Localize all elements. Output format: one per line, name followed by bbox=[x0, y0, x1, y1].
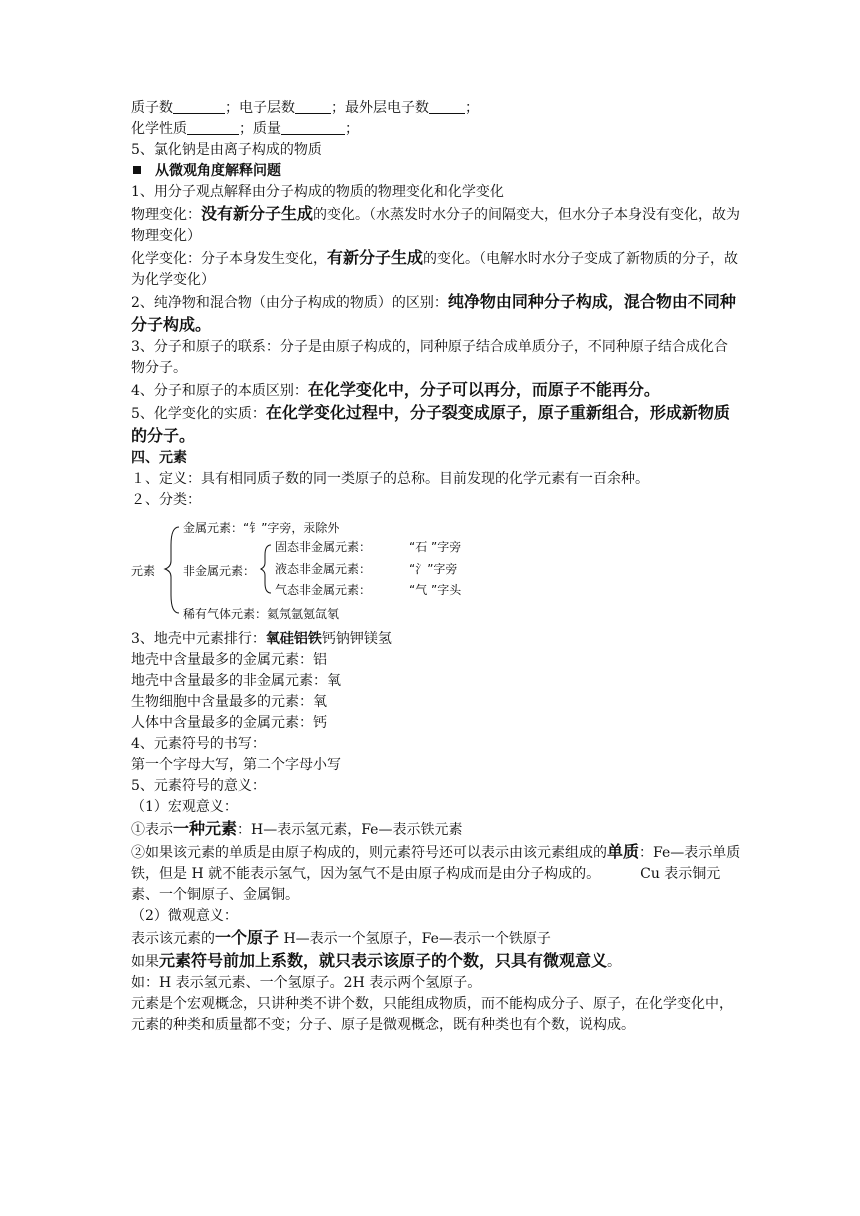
diagram-liquid: 液态非金属元素： bbox=[275, 562, 372, 576]
blank-field bbox=[281, 120, 345, 135]
text-line: １、定义：具有相同质子数的同一类原子的总称。目前发现的化学元素有一百余种。 bbox=[131, 471, 649, 487]
fact-line: 人体中含量最多的金属元素：钙 bbox=[131, 715, 327, 731]
paragraph: 元素是个宏观概念，只讲种类不讲个数，只能组成物质，而不能构成分子、原子，在化学变化中，元素的种类和质量都不变；分子、原子是微观概念，既有种类也有个数，说构成。 bbox=[131, 996, 733, 1033]
diagram-metal: 金属元素：“钅”字旁，汞除外 bbox=[183, 521, 340, 535]
text-line: ２、分类： bbox=[131, 492, 201, 508]
square-bullet-icon bbox=[133, 166, 141, 174]
text-line: 4、元素符号的书写： bbox=[131, 736, 266, 752]
text-line: 如：H 表示氢元素、一个氢原子。2H 表示两个氢原子。 bbox=[131, 975, 482, 991]
text-line: 第一个字母大写，第二个字母小写 bbox=[131, 757, 341, 773]
text-line: ①表示一种元素：H—表示氢元素，Fe—表示铁元素 bbox=[131, 819, 463, 838]
section-heading: 四、元素 bbox=[131, 450, 187, 466]
text-line: （2）微观意义： bbox=[131, 908, 238, 924]
diagram-gas-radical: “气 ”字头 bbox=[409, 583, 462, 597]
paragraph: 5、化学变化的实质：在化学变化过程中，分子裂变成原子，原子重新组合，形成新物质的分子。 bbox=[131, 403, 730, 445]
paragraph: ②如果该元素的单质是由原子构成的，则元素符号还可以表示由该元素组成的单质：Fe—表示单质铁，但是 H 就不能表示氢气，因为氢气不是由原子构成而是由分子构成的。 Cu 表示铜元素、一个铜原子、金属铜。 bbox=[131, 842, 741, 903]
diagram-noble: 稀有气体元素：氦氖氩氪氙氡 bbox=[183, 607, 340, 621]
blank-field bbox=[429, 99, 465, 114]
properties-line-2: 化学性质 ；质量 ； bbox=[131, 121, 359, 137]
fact-line: 生物细胞中含量最多的元素：氧 bbox=[131, 694, 327, 710]
paragraph: 3、分子和原子的联系：分子是由原子构成的，同种原子结合成单质分子，不同种原子结合成化合物分子。 bbox=[131, 339, 728, 376]
section-heading: 从微观角度解释问题 bbox=[131, 161, 741, 182]
text-line: （1）宏观意义： bbox=[131, 799, 238, 815]
fact-line: 地壳中含量最多的非金属元素：氧 bbox=[131, 673, 341, 689]
blank-field bbox=[295, 99, 331, 114]
element-classification-diagram bbox=[131, 515, 741, 627]
paragraph: 化学变化：分子本身发生变化，有新分子生成的变化。（电解水时水分子变成了新物质的分子，故为化学变化） bbox=[131, 248, 739, 288]
diagram-root: 元素 bbox=[131, 564, 156, 578]
blank-field bbox=[173, 99, 225, 114]
diagram-liquid-radical: “氵”字旁 bbox=[409, 562, 458, 576]
paragraph: 物理变化：没有新分子生成的变化。（水蒸发时水分子的间隔变大，但水分子本身没有变化，故为物理变化） bbox=[131, 204, 741, 244]
text-line: 1、用分子观点解释由分子构成的物质的物理变化和化学变化 bbox=[131, 184, 504, 200]
paragraph: 4、分子和原子的本质区别：在化学变化中，分子可以再分，而原子不能再分。 bbox=[131, 380, 660, 399]
fact-line: 地壳中含量最多的金属元素：铝 bbox=[131, 652, 327, 668]
paragraph: 2、纯净物和混合物（由分子构成的物质）的区别：纯净物由同种分子构成，混合物由不同种分子构成。 bbox=[131, 292, 736, 334]
text-line: 5、氯化钠是由离子构成的物质 bbox=[131, 142, 322, 158]
diagram-nonmetal: 非金属元素： bbox=[183, 564, 256, 578]
text-line: 如果元素符号前加上系数，就只表示该原子的个数，只具有微观意义。 bbox=[131, 951, 622, 970]
diagram-solid: 固态非金属元素： bbox=[275, 540, 372, 554]
blank-field bbox=[187, 120, 239, 135]
properties-line-1: 质子数 ；电子层数 ；最外层电子数 ； bbox=[131, 100, 479, 116]
diagram-gas: 气态非金属元素： bbox=[275, 583, 372, 597]
text-line: 3、地壳中元素排行：氧硅铝铁钙钠钾镁氢 bbox=[131, 631, 392, 647]
diagram-solid-radical: “石 ”字旁 bbox=[409, 540, 462, 554]
document-page bbox=[131, 98, 741, 1036]
text-line: 表示该元素的一个原子 H—表示一个氢原子，Fe—表示一个铁原子 bbox=[131, 928, 551, 947]
text-line: 5、元素符号的意义： bbox=[131, 778, 266, 794]
